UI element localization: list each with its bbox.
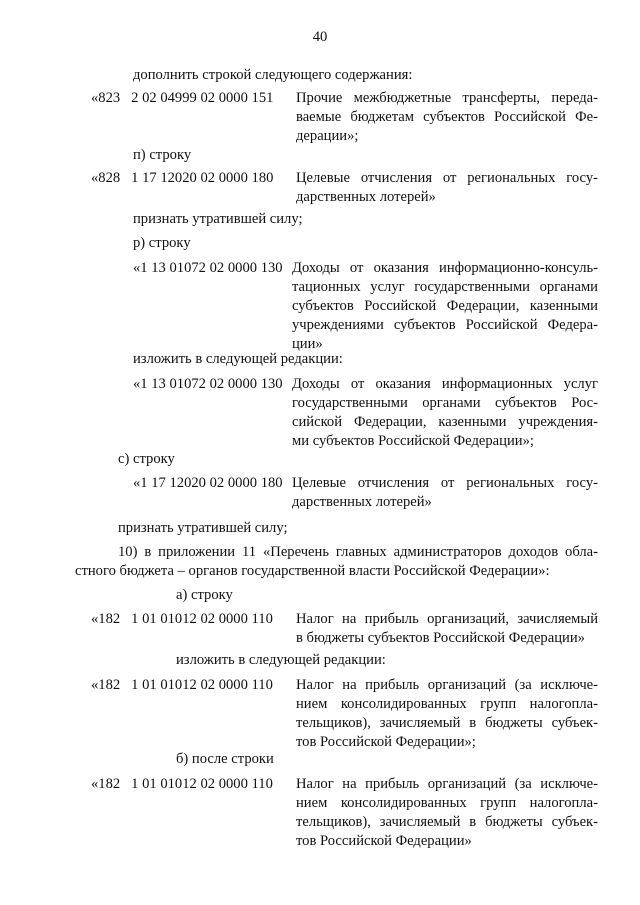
entry-description xyxy=(296,610,598,648)
entry-description-line: государственными органами субъектов Рос- xyxy=(292,395,598,411)
entry-description-line: Доходы от оказания информационно-консуль- xyxy=(292,260,598,276)
entry-description xyxy=(296,676,598,752)
entry-description-line: Налог на прибыль организаций (за исключе- xyxy=(296,677,598,693)
paragraph-item-s: с) строку xyxy=(118,451,175,467)
entry-description xyxy=(296,775,598,851)
paragraph-item-p: п) строку xyxy=(133,147,192,163)
page-number: 40 xyxy=(312,29,328,45)
entry-description-line: сийской Федерации, казенными учреждения- xyxy=(292,414,598,430)
entry-description-line: Целевые отчисления от региональных госу- xyxy=(296,170,598,186)
entry-code: «182 1 01 01012 02 0000 110 xyxy=(91,611,273,627)
entry-code: «1 13 01072 02 0000 130 xyxy=(133,376,283,392)
entry-code: «1 17 12020 02 0000 180 xyxy=(133,475,283,491)
entry-code: «828 1 17 12020 02 0000 180 xyxy=(91,170,274,186)
paragraph-item-a: а) строку xyxy=(176,587,233,603)
entry-description xyxy=(296,169,598,207)
paragraph-appendix-11-cont: стного бюджета – органов государственной власти Российской Федерации»: xyxy=(75,563,550,579)
paragraph-amend: изложить в следующей редакции: xyxy=(133,351,343,367)
entry-description-line: тов Российской Федерации»; xyxy=(296,734,476,750)
entry-description-line: нием консолидированных групп налогопла- xyxy=(296,696,598,712)
entry-description-line: тационных услуг государственными органами xyxy=(292,279,598,295)
entry-description-line: Налог на прибыль организаций, зачисляемый xyxy=(296,611,598,627)
paragraph-appendix-11: 10) в приложении 11 «Перечень главных администраторов доходов обла- xyxy=(118,544,598,560)
paragraph-item-r: р) строку xyxy=(133,235,191,251)
entry-description-line: дарственных лотерей» xyxy=(292,494,432,510)
entry-description-line: нием консолидированных групп налогопла- xyxy=(296,795,598,811)
entry-description-line: дерации»; xyxy=(296,128,359,144)
entry-description-line: ции» xyxy=(292,336,323,352)
paragraph-repeal: признать утратившей силу; xyxy=(133,211,303,227)
entry-description-line: дарственных лотерей» xyxy=(296,189,436,205)
entry-description-line: ваемые бюджетам субъектов Российской Фе- xyxy=(296,109,598,125)
entry-code: «182 1 01 01012 02 0000 110 xyxy=(91,677,273,693)
entry-description-line: в бюджеты субъектов Российской Федерации» xyxy=(296,630,585,646)
entry-description-line: тельщиков), зачисляемый в бюджеты субъек- xyxy=(296,814,598,830)
entry-description-line: Доходы от оказания информационных услуг xyxy=(292,376,598,392)
entry-description xyxy=(292,259,598,354)
entry-description-line: учреждениями субъектов Российской Федера- xyxy=(292,317,598,333)
entry-description xyxy=(292,375,598,451)
entry-description-line: тов Российской Федерации» xyxy=(296,833,472,849)
entry-description-line: субъектов Российской Федерации, казенными xyxy=(292,298,598,314)
paragraph-add-line: дополнить строкой следующего содержания: xyxy=(133,67,413,83)
entry-code: «1 13 01072 02 0000 130 xyxy=(133,260,283,276)
paragraph-amend: изложить в следующей редакции: xyxy=(176,652,386,668)
entry-description-line: Налог на прибыль организаций (за исключе- xyxy=(296,776,598,792)
paragraph-repeal: признать утратившей силу; xyxy=(118,520,288,536)
entry-description-line: ми субъектов Российской Федерации»; xyxy=(292,433,534,449)
entry-description-line: тельщиков), зачисляемый в бюджеты субъек- xyxy=(296,715,598,731)
paragraph-item-b: б) после строки xyxy=(176,751,274,767)
entry-description xyxy=(296,89,598,146)
entry-description xyxy=(292,474,598,512)
entry-description-line: Целевые отчисления от региональных госу- xyxy=(292,475,598,491)
entry-code: «182 1 01 01012 02 0000 110 xyxy=(91,776,273,792)
entry-description-line: Прочие межбюджетные трансферты, переда- xyxy=(296,90,598,106)
entry-code: «823 2 02 04999 02 0000 151 xyxy=(91,90,274,106)
